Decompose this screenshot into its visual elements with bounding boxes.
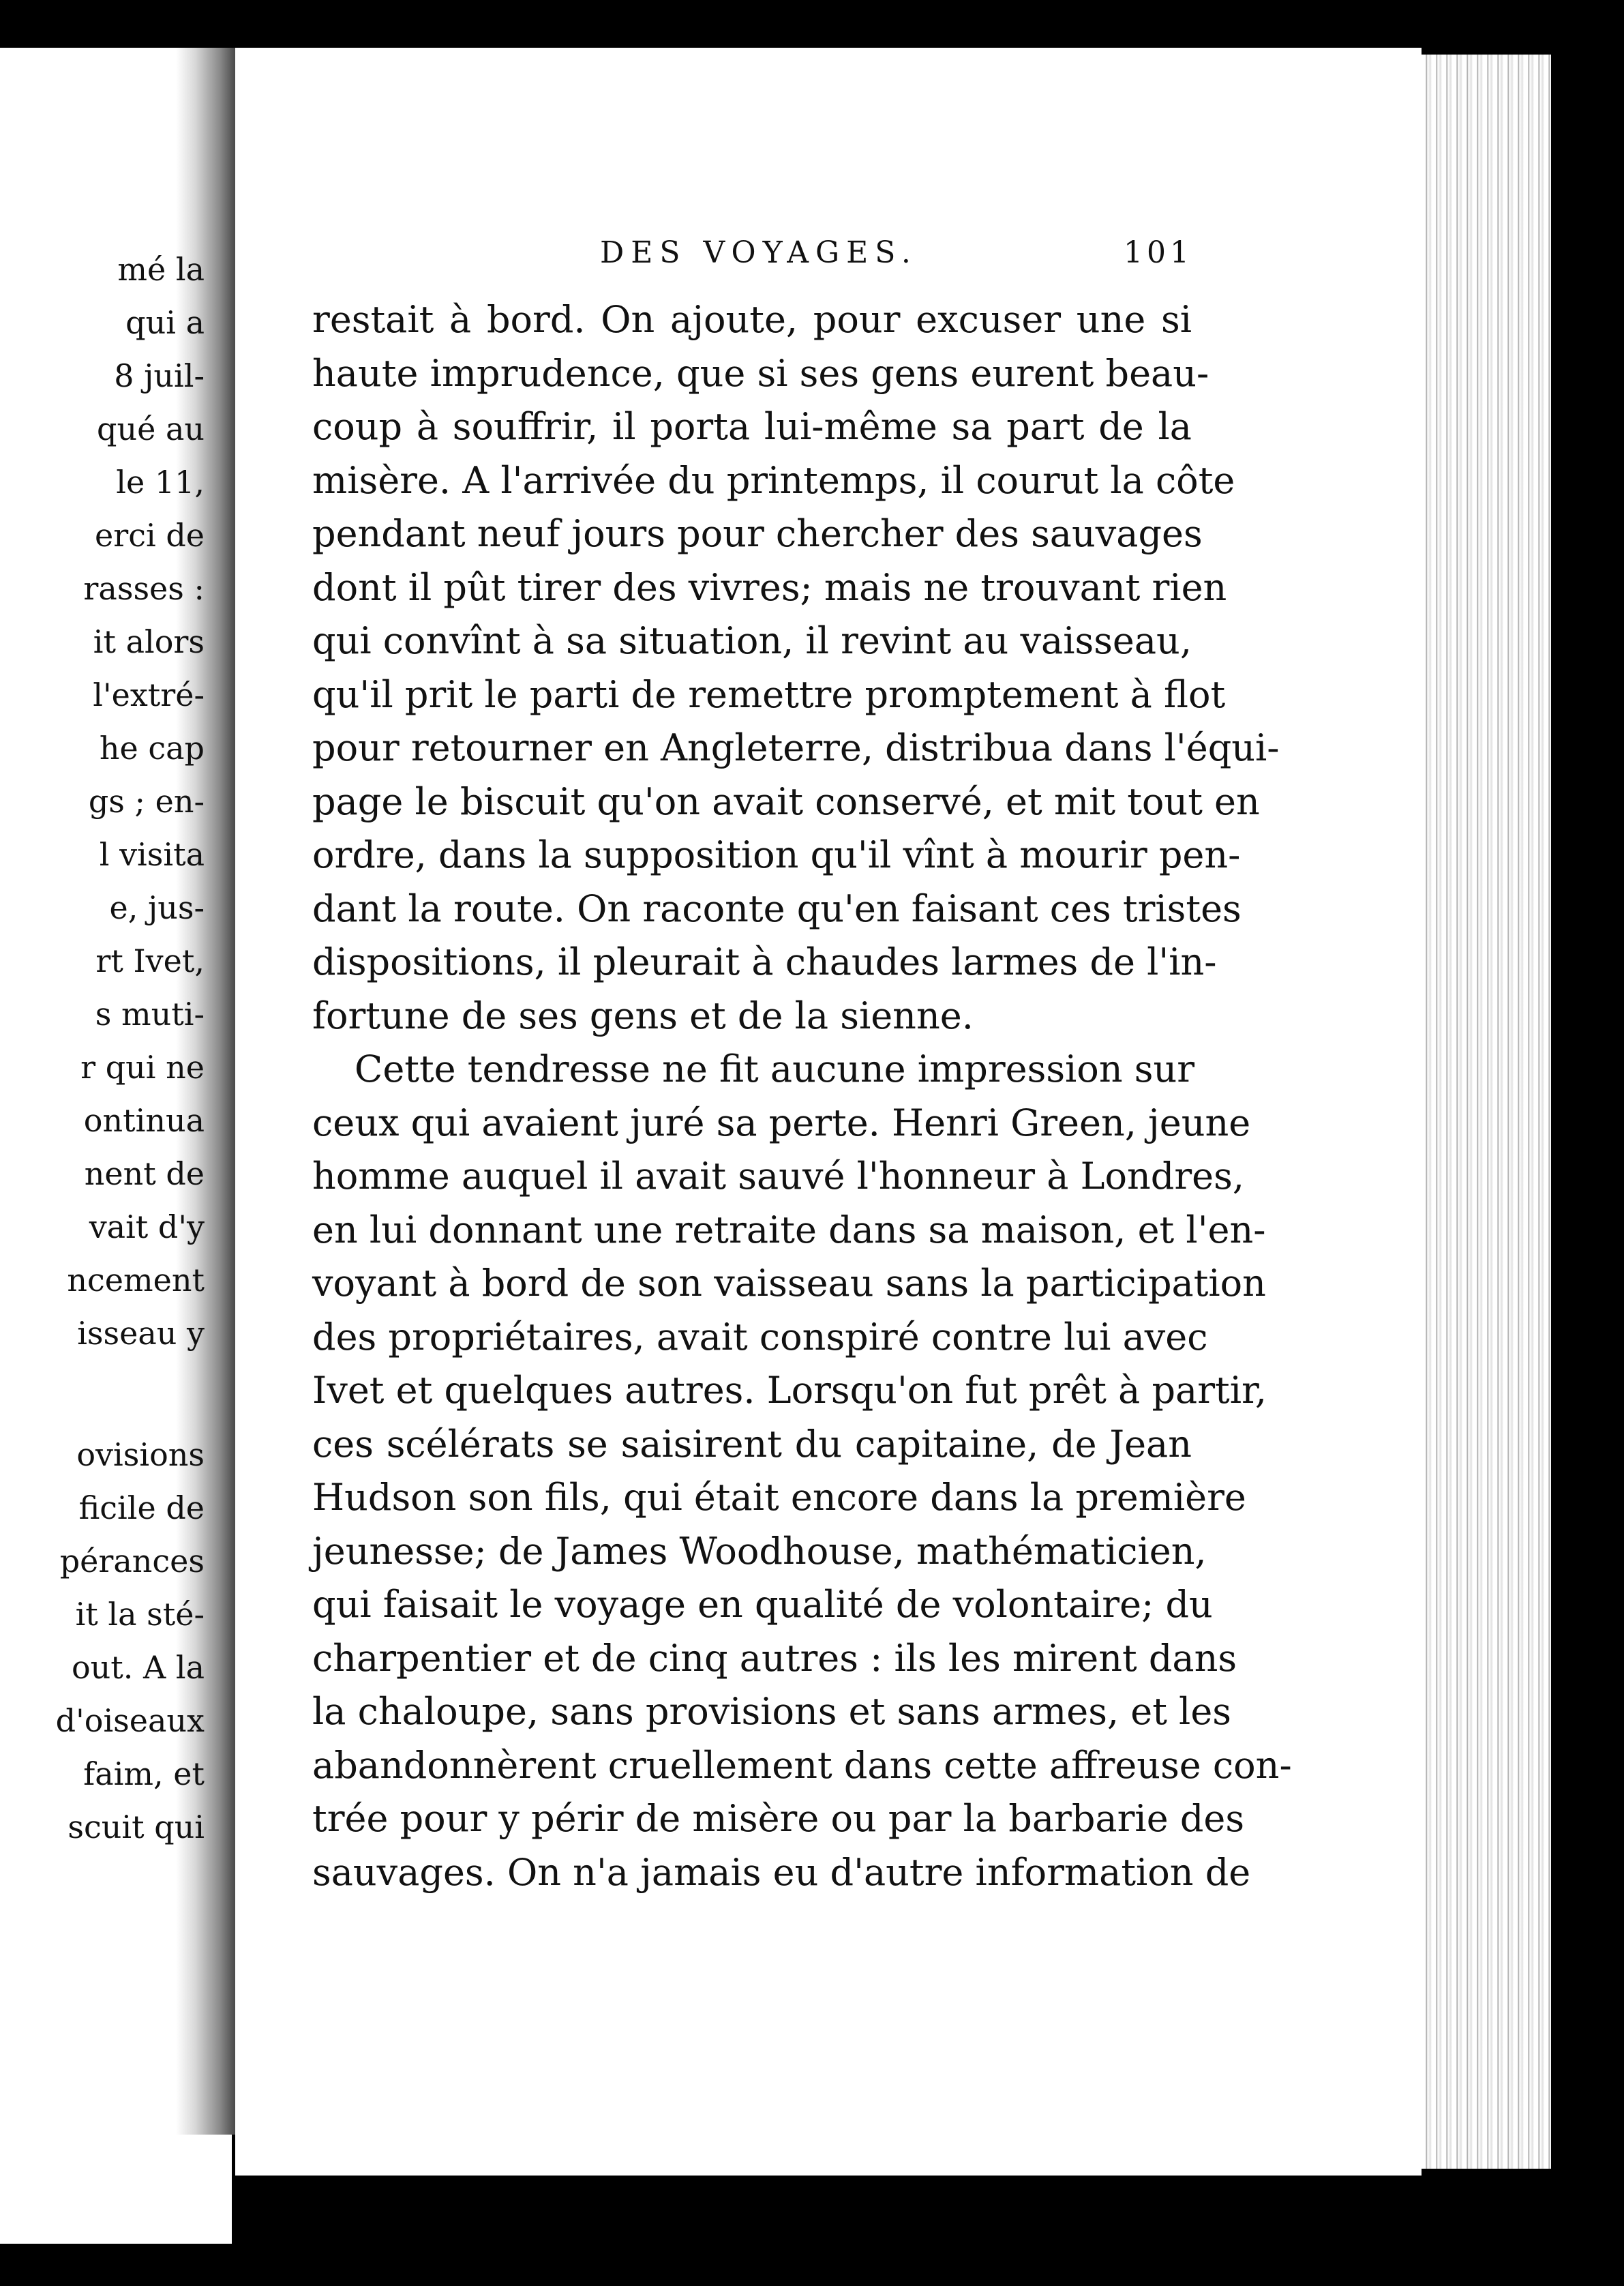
left-page-line: 8 juil- [114, 357, 205, 394]
text-line: fortune de ses gens et de la sienne. [312, 994, 974, 1037]
text-line: page le biscuit qu'on avait conservé, et mit tout en [312, 780, 1260, 823]
text-line: dispositions, il pleurait à chaudes larmes de l'in- [312, 940, 1217, 983]
left-page-line: pérances [59, 1543, 205, 1579]
left-page-line: ontinua [83, 1102, 205, 1139]
text-line: pendant neuf jours pour chercher des sauvages [312, 512, 1203, 555]
left-page-line: gs ; en- [88, 783, 205, 820]
left-page-line: qui a [125, 304, 205, 341]
text-line: abandonnèrent cruellement dans cette affreuse con- [312, 1743, 1292, 1787]
page-number: 101 [1124, 235, 1193, 270]
text-line: en lui donnant une retraite dans sa maison, et l'en- [312, 1208, 1266, 1251]
running-head [317, 235, 1193, 283]
left-page-line: nent de [84, 1155, 205, 1192]
text-line: Hudson son fils, qui était encore dans la première [312, 1476, 1246, 1519]
left-page-line: isseau y [77, 1315, 205, 1352]
left-page-line: ncement [67, 1262, 205, 1298]
text-line: haute imprudence, que si ses gens eurent beau- [312, 351, 1209, 395]
text-line: voyant à bord de son vaisseau sans la participation [312, 1262, 1266, 1305]
text-line: ordre, dans la supposition qu'il vînt à mourir pen- [312, 833, 1241, 876]
body-text [312, 293, 1292, 1899]
text-line: pour retourner en Angleterre, distribua dans l'équi- [312, 726, 1280, 769]
left-page-line: faim, et [83, 1755, 205, 1792]
text-line: ces scélérats se saisirent du capitaine, de Jean [312, 1422, 1192, 1466]
left-page-line: rt Ivet, [95, 942, 205, 979]
text-line: qui faisait le voyage en qualité de volontaire; du [312, 1583, 1213, 1626]
text-line: misère. A l'arrivée du printemps, il courut la côte [312, 458, 1235, 502]
left-page-line: ficile de [78, 1489, 205, 1526]
text-line: des propriétaires, avait conspiré contre lui avec [312, 1315, 1208, 1359]
left-page-line: scuit qui [67, 1809, 205, 1845]
left-page-line: s muti- [95, 996, 205, 1033]
left-page-line: he cap [99, 730, 205, 767]
text-line: trée pour y périr de misère ou par la barbarie des [312, 1797, 1245, 1840]
left-page-line: r qui ne [80, 1049, 205, 1086]
left-page-line: qué au [97, 411, 205, 447]
page-edges [1422, 55, 1551, 2169]
text-line: dont il pût tirer des vivres; mais ne trouvant rien [312, 565, 1227, 609]
left-page-line: vait d'y [89, 1208, 205, 1245]
left-page-line: l visita [99, 836, 205, 873]
text-line: coup à souffrir, il porta lui-même sa part de la [312, 405, 1192, 448]
left-page-line: ovisions [76, 1436, 205, 1473]
left-page-line: it la sté- [75, 1596, 205, 1633]
running-head-title: DES VOYAGES. [600, 235, 918, 270]
left-page-line: le 11, [116, 464, 205, 501]
text-line: sauvages. On n'a jamais eu d'autre information de [312, 1850, 1251, 1894]
text-line: dant la route. On raconte qu'en faisant ces tristes [312, 887, 1242, 930]
text-line: jeunesse; de James Woodhouse, mathématicien, [312, 1529, 1207, 1573]
text-line: homme auquel il avait sauvé l'honneur à Londres, [312, 1155, 1244, 1198]
text-line: Ivet et quelques autres. Lorsqu'on fut prêt à partir, [312, 1369, 1267, 1412]
left-page-line: it alors [93, 623, 205, 660]
left-page-line: out. A la [71, 1649, 205, 1686]
left-page-line: l'extré- [93, 677, 205, 713]
left-page-line: rasses : [83, 570, 205, 607]
text-line: qu'il prit le parti de remettre promptement à flot [312, 672, 1226, 716]
text-line: restait à bord. On ajoute, pour excuser une si [312, 298, 1192, 341]
text-line: la chaloupe, sans provisions et sans armes, et les [312, 1690, 1231, 1733]
text-line: Cette tendresse ne fit aucune impression sur [355, 1048, 1195, 1090]
left-page-line: e, jus- [109, 889, 205, 926]
text-line: charpentier et de cinq autres : ils les mirent dans [312, 1636, 1237, 1680]
text-line: ceux qui avaient juré sa perte. Henri Green, jeune [312, 1101, 1251, 1144]
left-page-line: d'oiseaux [55, 1702, 205, 1739]
text-line: qui convînt à sa situation, il revint au vaisseau, [312, 619, 1192, 662]
left-page-line: mé la [117, 251, 205, 288]
left-page-line: erci de [95, 517, 205, 554]
